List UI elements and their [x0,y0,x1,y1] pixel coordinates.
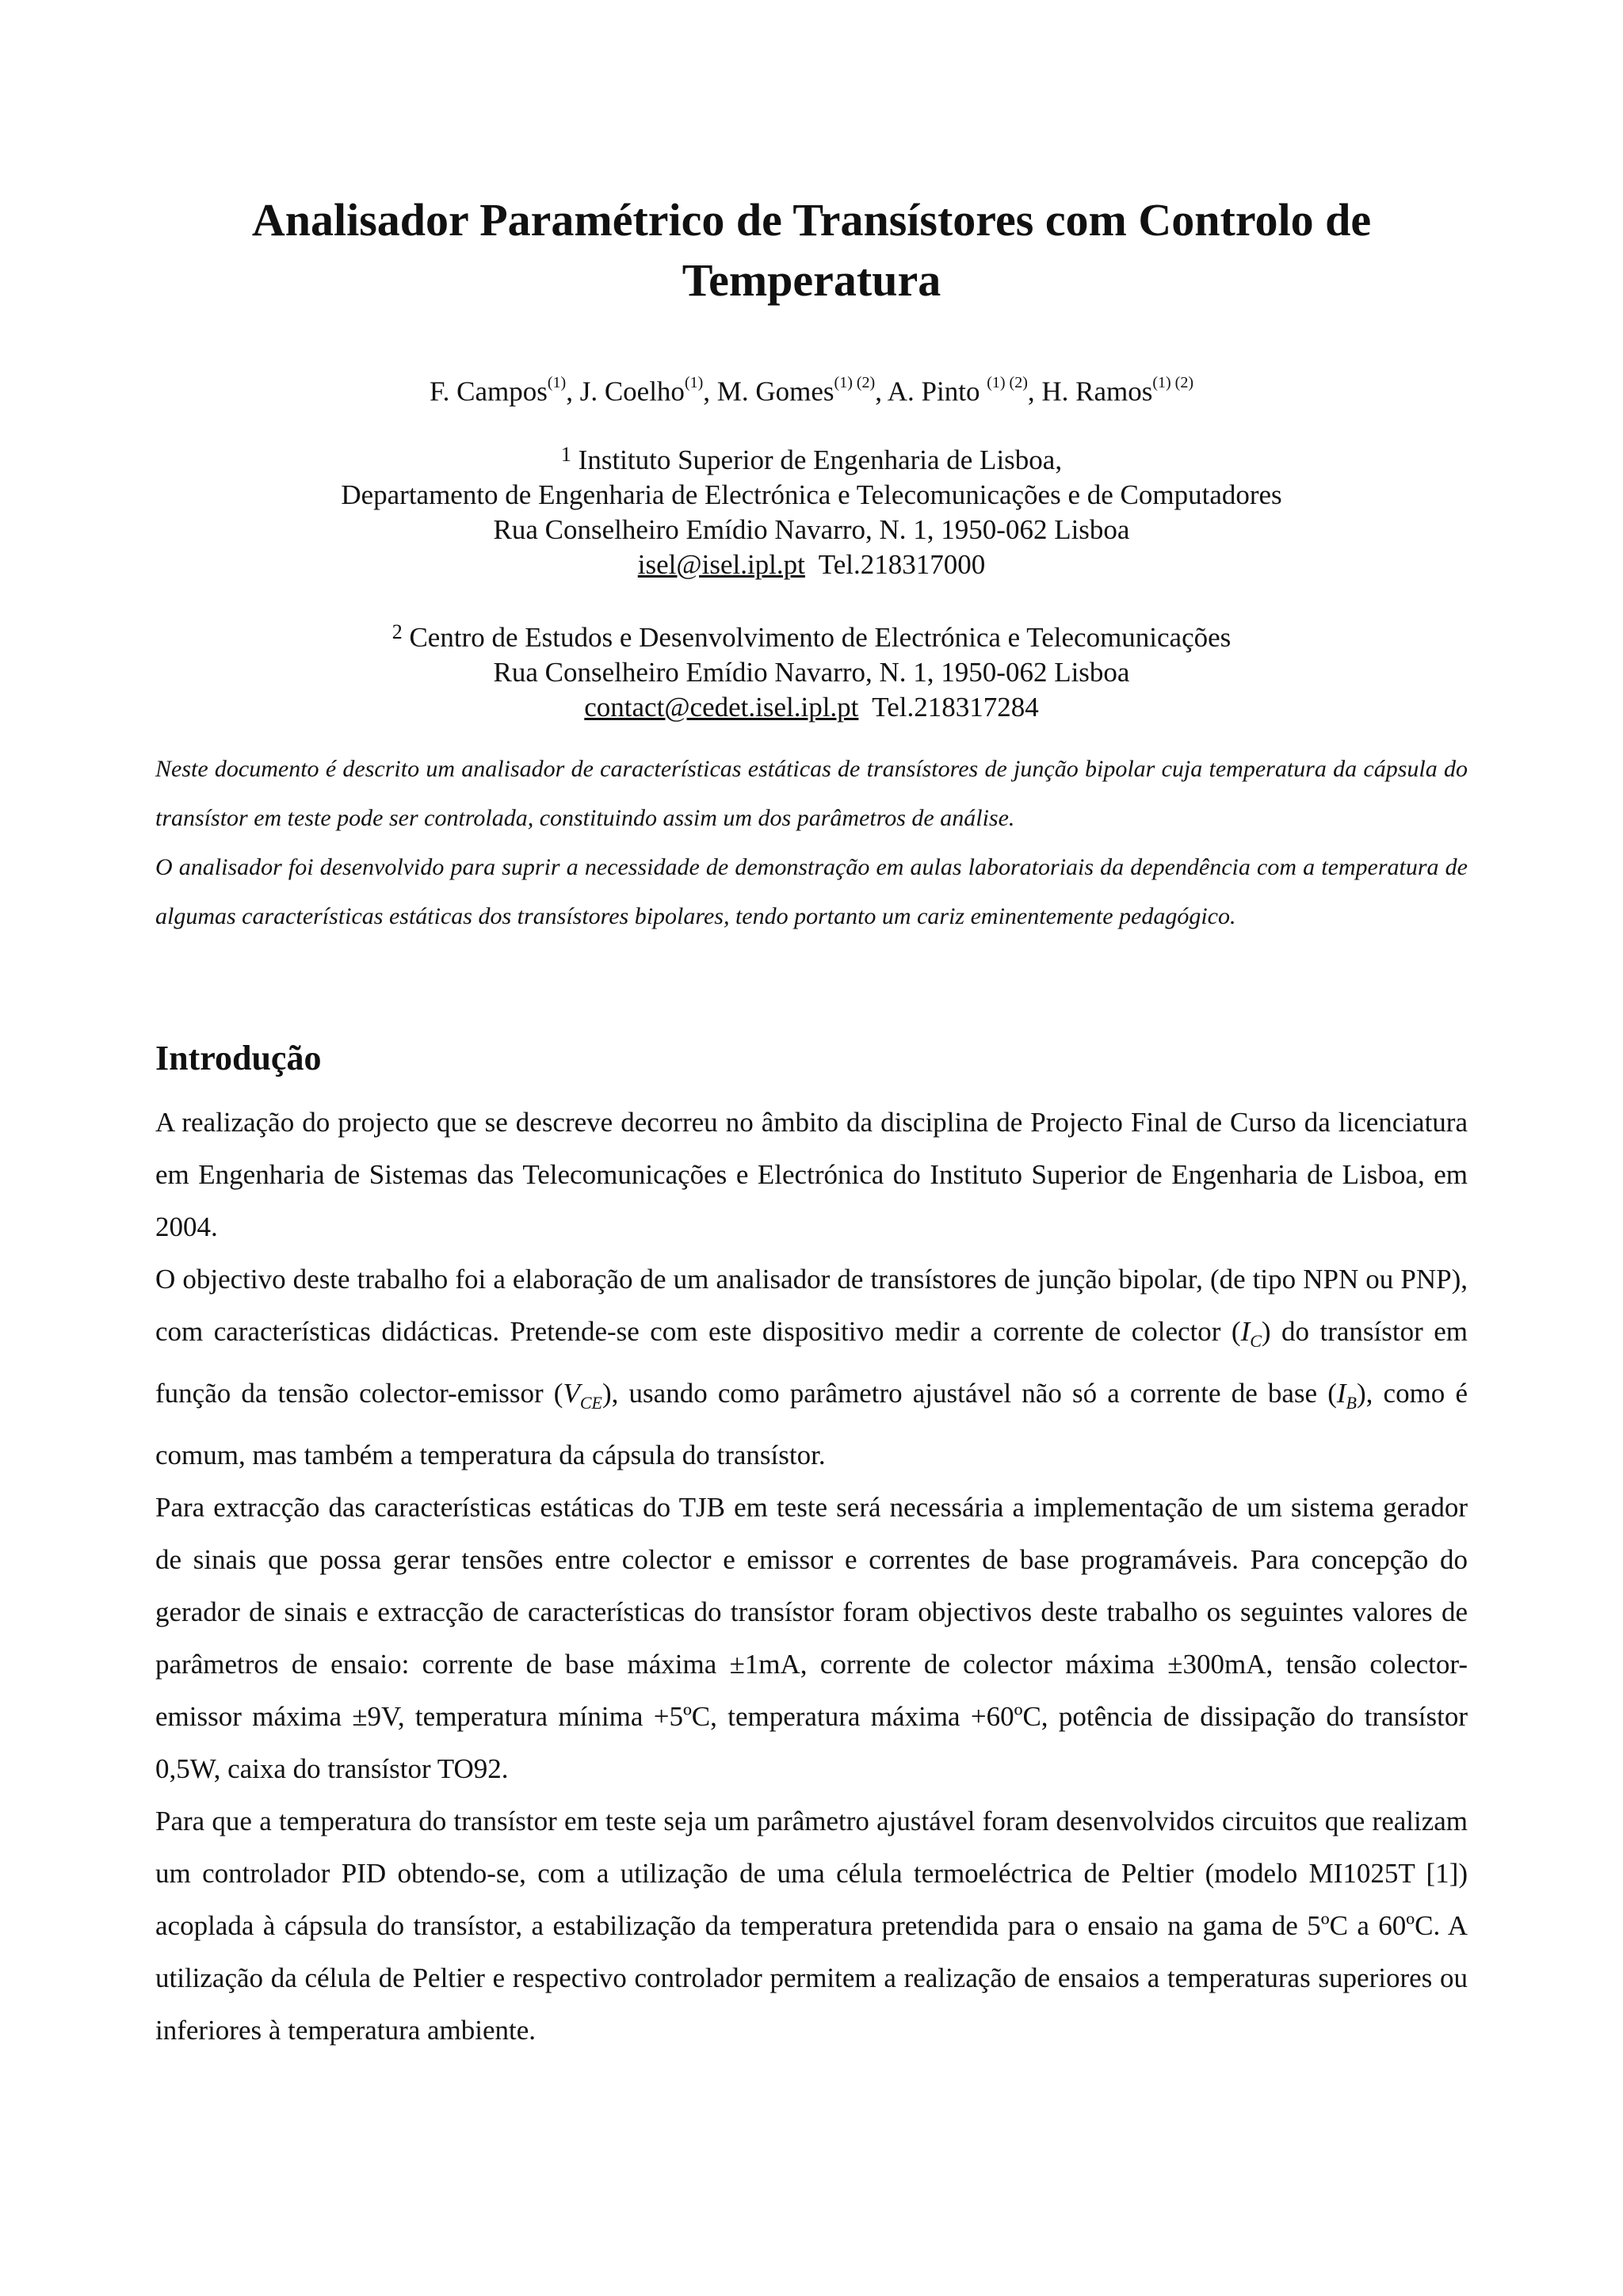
body-paragraph: A realização do projecto que se descreve decorreu no âmbito da disciplina de Projecto Final de Curso da licenciatura em Engenharia de Sistemas das Telecomunicações e Electrónica do Instituto Superior de Engenharia de Lisboa, em 2004. [155,1107,1468,1242]
abstract-paragraph: O analisador foi desenvolvido para suprir a necessidade de demonstração em aulas laboratoriais da dependência com a temperatura de algumas características estáticas dos transístores bipolares, tendo portanto um cariz eminentemente pedagógico. [155,854,1468,929]
symbol-letter: I [1240,1316,1251,1347]
affiliation-address: Rua Conselheiro Emídio Navarro, N. 1, 1950-062 Lisboa [493,657,1130,688]
affiliation-phone: Tel.218317000 [818,549,986,580]
affiliation-name: Instituto Superior de Engenharia de Lisboa, [578,444,1063,475]
symbol-subscript: CE [579,1393,602,1413]
symbol-subscript: B [1346,1393,1357,1413]
body-text: ), usando como parâmetro ajustável não só a corrente de base ( [601,1378,1337,1409]
affiliation-email-link[interactable]: isel@isel.ipl.pt [637,549,805,580]
abstract-paragraph: Neste documento é descrito um analisador de características estáticas de transístores de junção bipolar cuja temperatura da cápsula do transístor em teste pode ser controlada, constituindo assim um dos parâmetros de análise. [155,756,1468,831]
body-paragraph: Para extracção das características estáticas do TJB em teste será necessária a implementação de um sistema gerador de sinais que possa gerar tensões entre colector e emissor e correntes de base programáveis. Para concepção do gerador de sinais e extracção de características do transístor foram objectivos deste trabalho os seguintes valores de parâmetros de ensaio: corrente de base máxima ±1mA, corrente de colector máxima ±300mA, tensão colector-emissor máxima ±9V, temperatura mínima +5ºC, temperatura máxima +60ºC, potência de dissipação do transístor 0,5W, caixa do transístor TO92. [155,1492,1468,1784]
author-affiliation-mark: (1) (2) [987,374,1028,391]
body-text: O objectivo deste trabalho foi a elaboração de um analisador de transístores de junção bipolar, (de tipo NPN ou PNP), com características didácticas. Pretende-se com este dispositivo medir a corrente de colector ( [155,1264,1468,1347]
body-text: ), como é comum, mas também a temperatura da cápsula do transístor. [155,1378,1468,1470]
affiliation-number: 1 [560,443,571,466]
author-affiliation-mark: (1) [547,374,567,391]
body-paragraph [155,1253,1468,1482]
paper-title: Analisador Paramétrico de Transístores com Controlo de Temperatura [251,194,1372,306]
affiliation-1 [0,437,1623,582]
author-affiliation-mark: (1) [684,374,704,391]
symbol-subscript: C [1250,1331,1262,1351]
author-name: F. Campos [429,376,548,407]
symbol-vce [563,1378,602,1413]
author-affiliation-mark: (1) (2) [834,374,876,391]
author-affiliation-mark: (1) (2) [1152,374,1193,391]
symbol-ib [1336,1378,1357,1413]
affiliation-number: 2 [391,620,403,643]
author-name: M. Gomes [716,376,834,407]
affiliation-address: Rua Conselheiro Emídio Navarro, N. 1, 1950-062 Lisboa [493,514,1130,545]
symbol-letter: V [563,1378,580,1409]
affiliation-phone: Tel.218317284 [872,692,1039,723]
author-name: J. Coelho [579,376,685,407]
author-name: H. Ramos [1041,376,1153,407]
section-body [155,1097,1468,2057]
affiliation-name: Centro de Estudos e Desenvolvimento de Electrónica e Telecomunicações [409,622,1232,653]
body-paragraph: Para que a temperatura do transístor em teste seja um parâmetro ajustável foram desenvolvidos circuitos que realizam um controlador PID obtendo-se, com a utilização de uma célula termoeléctrica de Peltier (modelo MI1025T [1]) acoplada à cápsula do transístor, a estabilização da temperatura pretendida para o ensaio na gama de 5ºC a 60ºC. A utilização da célula de Peltier e respectivo controlador permitem a realização de ensaios a temperaturas superiores ou inferiores à temperatura ambiente. [155,1806,1468,2046]
section-heading-introducao: Introdução [155,1039,322,1077]
affiliation-email-link[interactable]: contact@cedet.isel.ipl.pt [584,692,859,723]
symbol-ic [1240,1316,1262,1351]
symbol-letter: I [1336,1378,1346,1409]
body-text: ) do transístor em função da tensão colector-emissor ( [155,1316,1468,1409]
abstract [155,745,1468,941]
author-name: A. Pinto [887,376,980,407]
author-list: F. Campos$^{(1)}$, J. Coelho$^{(1)}$, M. Gomes$^{(1) (2)}$, A. Pinto $^{(1) (2)}$, H. Ramos$^{(1) (2)}$ [429,374,1193,407]
affiliation-2 [0,615,1623,725]
affiliation-department: Departamento de Engenharia de Electrónica e Telecomunicações e de Computadores [341,479,1282,510]
